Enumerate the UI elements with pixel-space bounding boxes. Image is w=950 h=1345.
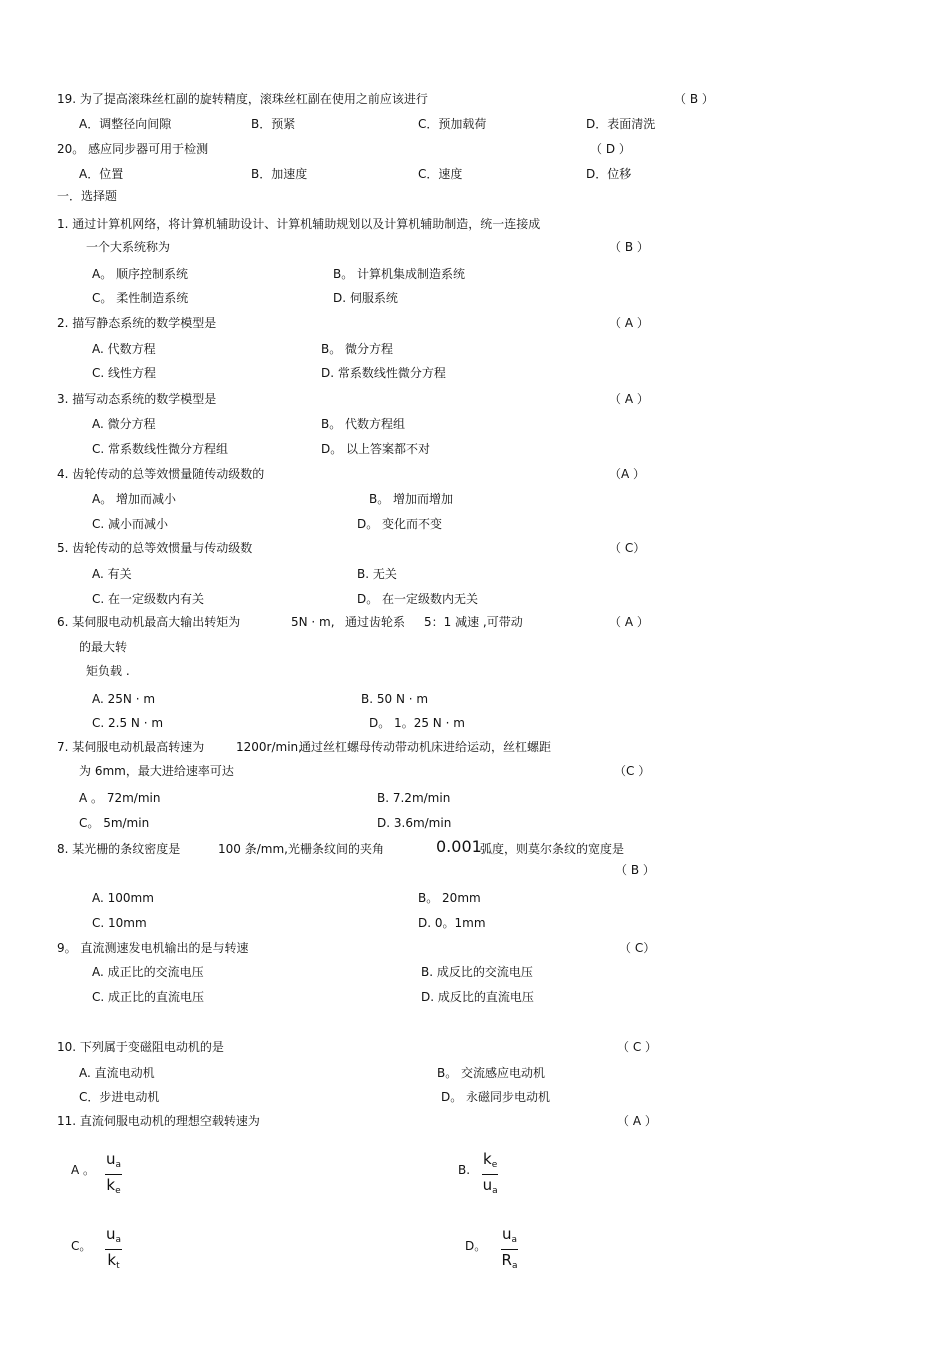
q4-option-b: B。 增加而增加 (369, 492, 454, 506)
q11-option-c-fraction (105, 1225, 122, 1276)
q9-stem: 9。 直流测速发电机输出的是与转速 (57, 941, 249, 955)
q1-stem-line2: 一个大系统称为 (86, 240, 171, 254)
q20-answer: （ D ） (590, 142, 631, 156)
q3-option-d: D。 以上答案都不对 (321, 442, 431, 456)
q11-fc-denominator: k (107, 1251, 117, 1269)
q3-answer: （ A ） (609, 392, 649, 406)
q20-option-a: A．位置 (79, 167, 124, 181)
q6-stem-part3: 通过齿轮系 (345, 615, 406, 629)
q6-option-d: D。 1。25 N · m (369, 716, 465, 730)
q10-stem: 10. 下列属于变磁阻电动机的是 (57, 1040, 224, 1054)
q7-answer: （C ） (614, 764, 651, 778)
q7-stem-part3: 通过丝杠螺母传动带动机床进给运动，丝杠螺距 (299, 740, 552, 754)
q6-option-b: B. 50 N · m (361, 692, 429, 706)
q11-option-d-fraction (501, 1225, 518, 1276)
q5-option-c: C. 在一定级数内有关 (92, 592, 205, 606)
q9-answer: （ C） (619, 941, 656, 955)
q6-stem-part4: 5：1 减速 ,可带动 (424, 615, 523, 629)
q6-option-c: C. 2.5 N · m (92, 716, 164, 730)
q11-option-a-label: A 。 (71, 1163, 96, 1177)
q2-option-d: D. 常系数线性微分方程 (321, 366, 446, 380)
q1-option-a: A。 顺序控制系统 (92, 267, 189, 281)
q11-fb-numerator-sub: e (491, 1160, 498, 1170)
q19-option-c: C．预加载荷 (418, 117, 487, 131)
q19-option-b: B．预紧 (251, 117, 296, 131)
q4-stem: 4. 齿轮传动的总等效惯量随传动级数的 (57, 467, 265, 481)
q11-fc-numerator: u (106, 1225, 116, 1243)
q7-option-d: D. 3.6m/min (377, 816, 452, 830)
q5-answer: （ C） (609, 541, 646, 555)
q8-option-b: B。 20mm (418, 891, 481, 905)
q1-option-d: D. 伺服系统 (333, 291, 398, 305)
q11-fa-denominator-sub: e (115, 1186, 121, 1196)
q4-answer: （A ） (609, 467, 646, 481)
q8-option-a: A. 100mm (92, 891, 154, 905)
q4-option-c: C. 减小而减小 (92, 517, 169, 531)
q7-stem-line2: 为 6mm，最大进给速率可达 (79, 764, 234, 778)
q11-fc-numerator-sub: a (115, 1235, 122, 1245)
q20-option-c: C．速度 (418, 167, 463, 181)
q5-option-a: A. 有关 (92, 567, 132, 581)
q5-option-b: B. 无关 (357, 567, 397, 581)
q8-stem-part5: 弧度，则莫尔条纹的宽度是 (480, 842, 625, 856)
q11-fa-numerator-sub: a (115, 1160, 122, 1170)
q9-option-d: D. 成反比的直流电压 (421, 990, 534, 1004)
q7-stem-part2: 1200r/min, (236, 740, 302, 754)
q20-option-b: B．加速度 (251, 167, 308, 181)
q8-option-c: C. 10mm (92, 916, 147, 930)
q8-option-d: D. 0。1mm (418, 916, 486, 930)
q2-option-a: A. 代数方程 (92, 342, 156, 356)
q11-fd-numerator: u (502, 1225, 512, 1243)
q6-stem-line3: 矩负载 . (86, 664, 130, 678)
q1-option-c: C。 柔性制造系统 (92, 291, 189, 305)
q10-option-d: D。 永磁同步电动机 (441, 1090, 551, 1104)
q11-fb-numerator: k (483, 1150, 492, 1168)
q10-option-b: B。 交流感应电动机 (437, 1066, 546, 1080)
q10-answer: （ C ） (617, 1040, 658, 1054)
q19-option-d: D．表面清洗 (586, 117, 656, 131)
q8-stem-part2: 100 条/mm, (218, 842, 288, 856)
q8-stem-part3: 光栅条纹间的夹角 (288, 842, 385, 856)
q3-option-a: A. 微分方程 (92, 417, 156, 431)
q5-stem: 5. 齿轮传动的总等效惯量与传动级数 (57, 541, 253, 555)
q3-stem: 3. 描写动态系统的数学模型是 (57, 392, 217, 406)
q4-option-d: D。 变化而不变 (357, 517, 443, 531)
q8-answer: （ B ） (615, 863, 655, 877)
q6-stem-line2: 的最大转 (79, 640, 128, 654)
q10-option-c: C．步进电动机 (79, 1090, 160, 1104)
q20-stem: 20。 感应同步器可用于检测 (57, 142, 209, 156)
q1-answer: （ B ） (609, 240, 649, 254)
q7-option-b: B. 7.2m/min (377, 791, 451, 805)
q11-fa-numerator: u (106, 1150, 116, 1168)
q1-option-b: B。 计算机集成制造系统 (333, 267, 466, 281)
q11-option-c-label: C。 (71, 1239, 92, 1253)
q8-stem-part1: 8. 某光栅的条纹密度是 (57, 842, 181, 856)
q3-option-b: B。 代数方程组 (321, 417, 406, 431)
q11-option-b-label: B. (458, 1163, 471, 1177)
q9-option-a: A. 成正比的交流电压 (92, 965, 204, 979)
q2-option-c: C. 线性方程 (92, 366, 157, 380)
q11-answer: （ A ） (617, 1114, 657, 1128)
q4-option-a: A。 增加而减小 (92, 492, 177, 506)
q9-option-c: C. 成正比的直流电压 (92, 990, 205, 1004)
q6-answer: （ A ） (609, 615, 649, 629)
q19-stem: 19. 为了提高滚珠丝杠副的旋转精度，滚珠丝杠副在使用之前应该进行 (57, 92, 428, 106)
q2-stem: 2. 描写静态系统的数学模型是 (57, 316, 217, 330)
q11-stem: 11. 直流伺服电动机的理想空载转速为 (57, 1114, 260, 1128)
q11-option-b-fraction (482, 1150, 498, 1201)
q20-option-d: D．位移 (586, 167, 632, 181)
q6-stem-part1: 6. 某伺服电动机最高大输出转矩为 (57, 615, 241, 629)
q2-option-b: B。 微分方程 (321, 342, 394, 356)
q6-stem-part2: 5N · m, (291, 615, 335, 629)
q11-fc-denominator-sub: t (116, 1261, 120, 1271)
q19-answer: （ B ） (674, 92, 714, 106)
q19-option-a: A．调整径向间隙 (79, 117, 172, 131)
q5-option-d: D。 在一定级数内无关 (357, 592, 479, 606)
q7-stem-part1: 7. 某伺服电动机最高转速为 (57, 740, 205, 754)
q11-fd-denominator: R (501, 1251, 512, 1269)
q11-option-a-fraction (105, 1150, 122, 1201)
q11-fd-denominator-sub: a (511, 1261, 518, 1271)
q11-fd-numerator-sub: a (511, 1235, 518, 1245)
q11-option-d-label: D。 (465, 1239, 487, 1253)
q7-option-c: C。 5m/min (79, 816, 150, 830)
q9-option-b: B. 成反比的交流电压 (421, 965, 533, 979)
q11-fb-denominator-sub: a (492, 1186, 498, 1196)
q3-option-c: C. 常系数线性微分方程组 (92, 442, 229, 456)
section-title: 一．选择题 (57, 189, 118, 203)
q8-stem-angle: 0.001 (436, 837, 482, 856)
q11-fa-denominator: k (106, 1176, 116, 1194)
q2-answer: （ A ） (609, 316, 649, 330)
q7-option-a: A 。 72m/min (79, 791, 161, 805)
q10-option-a: A. 直流电动机 (79, 1066, 155, 1080)
q11-fb-denominator: u (482, 1176, 493, 1194)
q6-option-a: A. 25N · m (92, 692, 156, 706)
q1-stem-line1: 1. 通过计算机网络，将计算机辅助设计、计算机辅助规划以及计算机辅助制造，统一连接成 (57, 217, 541, 231)
